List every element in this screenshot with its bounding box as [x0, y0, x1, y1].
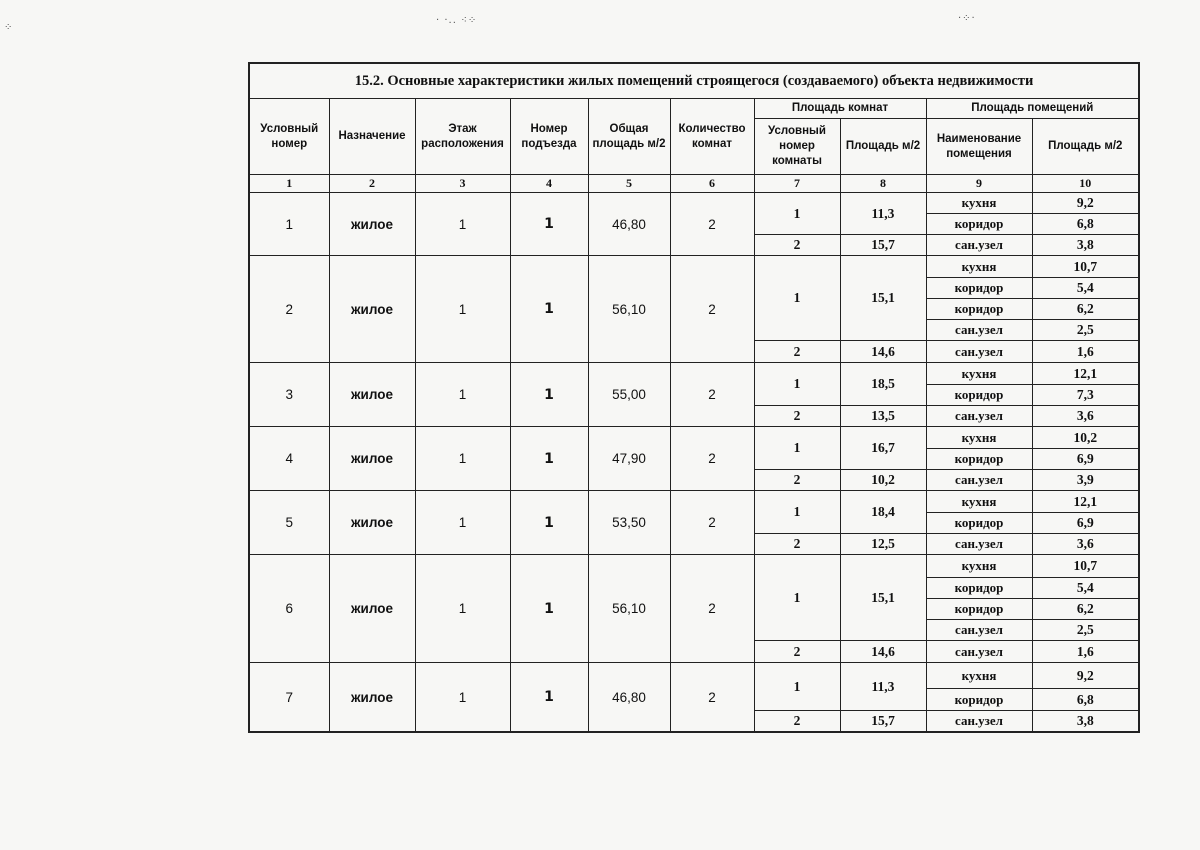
room-number: 1	[754, 427, 840, 470]
table-row	[249, 193, 1139, 214]
column-number: 6	[670, 175, 754, 193]
room-area: 18,4	[840, 491, 926, 534]
scan-speck-mid: · ·.. ⁖⁘	[436, 15, 478, 26]
apartment-floor: 1	[415, 363, 510, 427]
premise-area: 3,9	[1032, 470, 1139, 491]
column-number: 7	[754, 175, 840, 193]
apartment-rooms-count: 2	[670, 256, 754, 363]
room-area: 13,5	[840, 406, 926, 427]
premise-name: сан.узел	[926, 641, 1032, 663]
premise-name: сан.узел	[926, 534, 1032, 555]
apartment-entrance: 1	[510, 491, 588, 555]
room-area: 18,5	[840, 363, 926, 406]
premise-area: 2,5	[1032, 320, 1139, 341]
premise-name: кухня	[926, 193, 1032, 214]
room-area: 14,6	[840, 641, 926, 663]
apartment-total-area: 56,10	[588, 555, 670, 663]
premise-name: сан.узел	[926, 711, 1032, 733]
premise-area: 6,9	[1032, 449, 1139, 470]
column-number: 3	[415, 175, 510, 193]
premise-area: 7,3	[1032, 385, 1139, 406]
premise-area: 10,7	[1032, 256, 1139, 278]
apartment-floor: 1	[415, 555, 510, 663]
column-number: 1	[249, 175, 329, 193]
header-rooms-count: Количество комнат	[670, 99, 754, 175]
apartment-total-area: 46,80	[588, 663, 670, 733]
premise-name: коридор	[926, 578, 1032, 599]
premise-area: 5,4	[1032, 578, 1139, 599]
apartment-number: 5	[249, 491, 329, 555]
premise-area: 6,2	[1032, 299, 1139, 320]
premise-name: коридор	[926, 689, 1032, 711]
column-number: 10	[1032, 175, 1139, 193]
premise-name: коридор	[926, 278, 1032, 299]
header-group-rooms-area: Площадь комнат	[754, 99, 926, 119]
table-row	[249, 663, 1139, 689]
apartment-total-area: 56,10	[588, 256, 670, 363]
premise-area: 6,8	[1032, 214, 1139, 235]
apartment-total-area: 55,00	[588, 363, 670, 427]
premise-area: 2,5	[1032, 620, 1139, 641]
premise-name: сан.узел	[926, 620, 1032, 641]
premise-area: 12,1	[1032, 363, 1139, 385]
premise-area: 3,8	[1032, 711, 1139, 733]
premise-area: 5,4	[1032, 278, 1139, 299]
premise-name: кухня	[926, 663, 1032, 689]
apartment-number: 1	[249, 193, 329, 256]
apartment-rooms-count: 2	[670, 427, 754, 491]
premise-area: 3,6	[1032, 406, 1139, 427]
header-purpose: Назначение	[329, 99, 415, 175]
apartment-entrance: 1	[510, 427, 588, 491]
premise-name: кухня	[926, 427, 1032, 449]
apartment-entrance: 1	[510, 256, 588, 363]
premise-name: сан.узел	[926, 406, 1032, 427]
room-number: 2	[754, 711, 840, 733]
apartment-total-area: 47,90	[588, 427, 670, 491]
apartment-purpose: жилое	[329, 427, 415, 491]
header-premise-name: Наименование помещения	[926, 119, 1032, 175]
premise-name: коридор	[926, 449, 1032, 470]
premise-area: 9,2	[1032, 663, 1139, 689]
premise-area: 10,7	[1032, 555, 1139, 578]
apartment-number: 2	[249, 256, 329, 363]
header-conditional-number: Условный номер	[249, 99, 329, 175]
premise-area: 3,8	[1032, 235, 1139, 256]
table-row	[249, 427, 1139, 449]
scan-speck-left: ⁘	[4, 22, 14, 33]
premise-name: сан.узел	[926, 320, 1032, 341]
room-area: 15,1	[840, 555, 926, 641]
room-number: 2	[754, 641, 840, 663]
apartments-table	[248, 62, 1140, 733]
room-number: 1	[754, 193, 840, 235]
apartment-number: 4	[249, 427, 329, 491]
room-number: 2	[754, 235, 840, 256]
room-area: 15,7	[840, 711, 926, 733]
premise-area: 1,6	[1032, 641, 1139, 663]
apartment-entrance: 1	[510, 663, 588, 733]
apartment-total-area: 53,50	[588, 491, 670, 555]
premise-name: сан.узел	[926, 470, 1032, 491]
table-title: 15.2. Основные характеристики жилых помещений строящегося (создаваемого) объекта недвижимости	[249, 63, 1139, 99]
room-number: 2	[754, 534, 840, 555]
column-number: 2	[329, 175, 415, 193]
column-number: 8	[840, 175, 926, 193]
premise-name: кухня	[926, 555, 1032, 578]
room-area: 10,2	[840, 470, 926, 491]
premise-area: 9,2	[1032, 193, 1139, 214]
room-area: 16,7	[840, 427, 926, 470]
apartment-rooms-count: 2	[670, 193, 754, 256]
room-number: 1	[754, 555, 840, 641]
premise-area: 10,2	[1032, 427, 1139, 449]
apartment-floor: 1	[415, 427, 510, 491]
room-area: 15,7	[840, 235, 926, 256]
apartment-total-area: 46,80	[588, 193, 670, 256]
apartment-purpose: жилое	[329, 256, 415, 363]
premise-name: коридор	[926, 385, 1032, 406]
apartment-entrance: 1	[510, 555, 588, 663]
apartment-purpose: жилое	[329, 193, 415, 256]
column-number: 4	[510, 175, 588, 193]
apartment-rooms-count: 2	[670, 363, 754, 427]
premise-name: кухня	[926, 256, 1032, 278]
apartment-floor: 1	[415, 491, 510, 555]
apartment-floor: 1	[415, 256, 510, 363]
apartment-floor: 1	[415, 663, 510, 733]
header-room-number: Условный номер комнаты	[754, 119, 840, 175]
premise-name: коридор	[926, 599, 1032, 620]
room-area: 11,3	[840, 663, 926, 711]
column-number: 5	[588, 175, 670, 193]
apartment-purpose: жилое	[329, 363, 415, 427]
premise-name: коридор	[926, 299, 1032, 320]
premise-name: сан.узел	[926, 235, 1032, 256]
room-area: 11,3	[840, 193, 926, 235]
apartment-number: 3	[249, 363, 329, 427]
apartment-purpose: жилое	[329, 491, 415, 555]
premise-name: сан.узел	[926, 341, 1032, 363]
apartment-number: 7	[249, 663, 329, 733]
room-number: 1	[754, 663, 840, 711]
premise-area: 1,6	[1032, 341, 1139, 363]
room-area: 15,1	[840, 256, 926, 341]
premise-area: 12,1	[1032, 491, 1139, 513]
apartment-rooms-count: 2	[670, 555, 754, 663]
room-number: 2	[754, 341, 840, 363]
premise-area: 6,9	[1032, 513, 1139, 534]
room-number: 2	[754, 470, 840, 491]
premise-area: 3,6	[1032, 534, 1139, 555]
header-group-premises-area: Площадь помещений	[926, 99, 1139, 119]
premise-name: кухня	[926, 491, 1032, 513]
room-number: 1	[754, 363, 840, 406]
premise-name: кухня	[926, 363, 1032, 385]
column-number: 9	[926, 175, 1032, 193]
table-row	[249, 363, 1139, 385]
premise-name: коридор	[926, 513, 1032, 534]
header-room-area: Площадь м/2	[840, 119, 926, 175]
apartment-rooms-count: 2	[670, 491, 754, 555]
header-total-area: Общая площадь м/2	[588, 99, 670, 175]
apartment-number: 6	[249, 555, 329, 663]
apartment-entrance: 1	[510, 363, 588, 427]
premise-area: 6,8	[1032, 689, 1139, 711]
header-entrance: Номер подъезда	[510, 99, 588, 175]
table-row	[249, 256, 1139, 278]
room-area: 14,6	[840, 341, 926, 363]
table-row	[249, 491, 1139, 513]
scan-speck-right: ·⁘·	[958, 13, 976, 24]
table-row	[249, 555, 1139, 578]
apartment-entrance: 1	[510, 193, 588, 256]
header-premise-area: Площадь м/2	[1032, 119, 1139, 175]
header-floor: Этаж расположения	[415, 99, 510, 175]
premise-name: коридор	[926, 214, 1032, 235]
room-number: 2	[754, 406, 840, 427]
room-area: 12,5	[840, 534, 926, 555]
room-number: 1	[754, 491, 840, 534]
apartment-purpose: жилое	[329, 663, 415, 733]
apartment-floor: 1	[415, 193, 510, 256]
room-number: 1	[754, 256, 840, 341]
apartment-purpose: жилое	[329, 555, 415, 663]
apartment-rooms-count: 2	[670, 663, 754, 733]
premise-area: 6,2	[1032, 599, 1139, 620]
